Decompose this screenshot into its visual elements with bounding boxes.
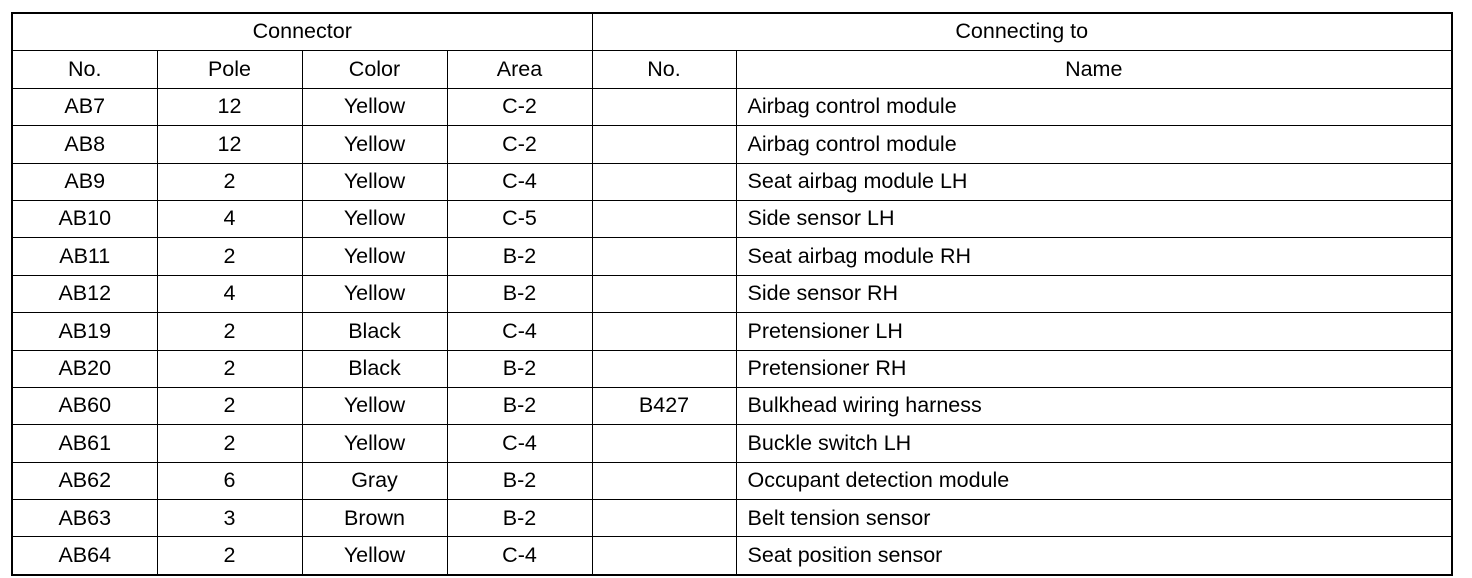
column-header-connecting-no: No. bbox=[592, 51, 736, 88]
cell-connector-no: AB11 bbox=[12, 238, 157, 275]
table-row bbox=[12, 200, 1452, 237]
table-row bbox=[12, 462, 1452, 499]
cell-name: Seat airbag module LH bbox=[736, 163, 1452, 200]
cell-color: Brown bbox=[302, 500, 447, 537]
cell-name: Bulkhead wiring harness bbox=[736, 387, 1452, 424]
cell-name: Pretensioner LH bbox=[736, 313, 1452, 350]
cell-color: Gray bbox=[302, 462, 447, 499]
cell-color: Yellow bbox=[302, 425, 447, 462]
column-header-color: Color bbox=[302, 51, 447, 88]
table-row bbox=[12, 238, 1452, 275]
table-row bbox=[12, 163, 1452, 200]
cell-connector-no: AB60 bbox=[12, 387, 157, 424]
cell-area: B-2 bbox=[447, 500, 592, 537]
column-header-row bbox=[12, 51, 1452, 88]
cell-pole: 12 bbox=[157, 88, 302, 125]
cell-connecting-no: B427 bbox=[592, 387, 736, 424]
cell-pole: 12 bbox=[157, 126, 302, 163]
connector-group-header: Connector bbox=[12, 13, 592, 51]
table-row bbox=[12, 126, 1452, 163]
cell-connector-no: AB19 bbox=[12, 313, 157, 350]
cell-name: Seat airbag module RH bbox=[736, 238, 1452, 275]
cell-area: C-4 bbox=[447, 163, 592, 200]
table-row bbox=[12, 275, 1452, 312]
column-header-name: Name bbox=[736, 51, 1452, 88]
cell-color: Black bbox=[302, 313, 447, 350]
cell-color: Yellow bbox=[302, 238, 447, 275]
column-header-pole: Pole bbox=[157, 51, 302, 88]
cell-connector-no: AB8 bbox=[12, 126, 157, 163]
table-row bbox=[12, 313, 1452, 350]
cell-area: B-2 bbox=[447, 238, 592, 275]
cell-connector-no: AB7 bbox=[12, 88, 157, 125]
cell-pole: 4 bbox=[157, 275, 302, 312]
cell-pole: 4 bbox=[157, 200, 302, 237]
cell-name: Seat position sensor bbox=[736, 537, 1452, 575]
cell-connecting-no bbox=[592, 350, 736, 387]
cell-color: Black bbox=[302, 350, 447, 387]
table-row bbox=[12, 537, 1452, 575]
cell-connector-no: AB63 bbox=[12, 500, 157, 537]
table-row bbox=[12, 387, 1452, 424]
cell-name: Pretensioner RH bbox=[736, 350, 1452, 387]
cell-area: C-2 bbox=[447, 126, 592, 163]
cell-color: Yellow bbox=[302, 88, 447, 125]
cell-color: Yellow bbox=[302, 275, 447, 312]
cell-area: C-4 bbox=[447, 537, 592, 575]
table-row bbox=[12, 88, 1452, 125]
connecting-to-group-header: Connecting to bbox=[592, 13, 1452, 51]
cell-connector-no: AB10 bbox=[12, 200, 157, 237]
cell-connecting-no bbox=[592, 500, 736, 537]
column-header-no: No. bbox=[12, 51, 157, 88]
cell-connecting-no bbox=[592, 462, 736, 499]
cell-color: Yellow bbox=[302, 163, 447, 200]
cell-connecting-no bbox=[592, 163, 736, 200]
cell-color: Yellow bbox=[302, 387, 447, 424]
table-row bbox=[12, 500, 1452, 537]
cell-pole: 2 bbox=[157, 238, 302, 275]
connector-table bbox=[11, 12, 1453, 576]
cell-pole: 3 bbox=[157, 500, 302, 537]
cell-name: Side sensor LH bbox=[736, 200, 1452, 237]
cell-connecting-no bbox=[592, 425, 736, 462]
cell-connector-no: AB9 bbox=[12, 163, 157, 200]
cell-color: Yellow bbox=[302, 537, 447, 575]
cell-name: Airbag control module bbox=[736, 126, 1452, 163]
table-row bbox=[12, 350, 1452, 387]
cell-connecting-no bbox=[592, 88, 736, 125]
cell-connector-no: AB62 bbox=[12, 462, 157, 499]
cell-connecting-no bbox=[592, 313, 736, 350]
cell-connecting-no bbox=[592, 537, 736, 575]
cell-name: Side sensor RH bbox=[736, 275, 1452, 312]
column-header-area: Area bbox=[447, 51, 592, 88]
cell-area: C-4 bbox=[447, 425, 592, 462]
cell-name: Occupant detection module bbox=[736, 462, 1452, 499]
table-row bbox=[12, 425, 1452, 462]
cell-connector-no: AB64 bbox=[12, 537, 157, 575]
cell-pole: 2 bbox=[157, 350, 302, 387]
cell-color: Yellow bbox=[302, 200, 447, 237]
cell-area: C-2 bbox=[447, 88, 592, 125]
cell-area: B-2 bbox=[447, 387, 592, 424]
cell-connector-no: AB12 bbox=[12, 275, 157, 312]
cell-pole: 2 bbox=[157, 425, 302, 462]
cell-name: Buckle switch LH bbox=[736, 425, 1452, 462]
cell-connecting-no bbox=[592, 200, 736, 237]
cell-connector-no: AB20 bbox=[12, 350, 157, 387]
cell-area: C-5 bbox=[447, 200, 592, 237]
cell-connecting-no bbox=[592, 238, 736, 275]
cell-area: B-2 bbox=[447, 275, 592, 312]
group-header-row bbox=[12, 13, 1452, 51]
cell-area: B-2 bbox=[447, 462, 592, 499]
cell-connector-no: AB61 bbox=[12, 425, 157, 462]
cell-name: Belt tension sensor bbox=[736, 500, 1452, 537]
cell-connecting-no bbox=[592, 275, 736, 312]
cell-area: C-4 bbox=[447, 313, 592, 350]
cell-pole: 2 bbox=[157, 163, 302, 200]
cell-pole: 6 bbox=[157, 462, 302, 499]
cell-color: Yellow bbox=[302, 126, 447, 163]
cell-area: B-2 bbox=[447, 350, 592, 387]
cell-pole: 2 bbox=[157, 313, 302, 350]
cell-pole: 2 bbox=[157, 537, 302, 575]
table-body bbox=[12, 88, 1452, 575]
cell-pole: 2 bbox=[157, 387, 302, 424]
cell-name: Airbag control module bbox=[736, 88, 1452, 125]
cell-connecting-no bbox=[592, 126, 736, 163]
